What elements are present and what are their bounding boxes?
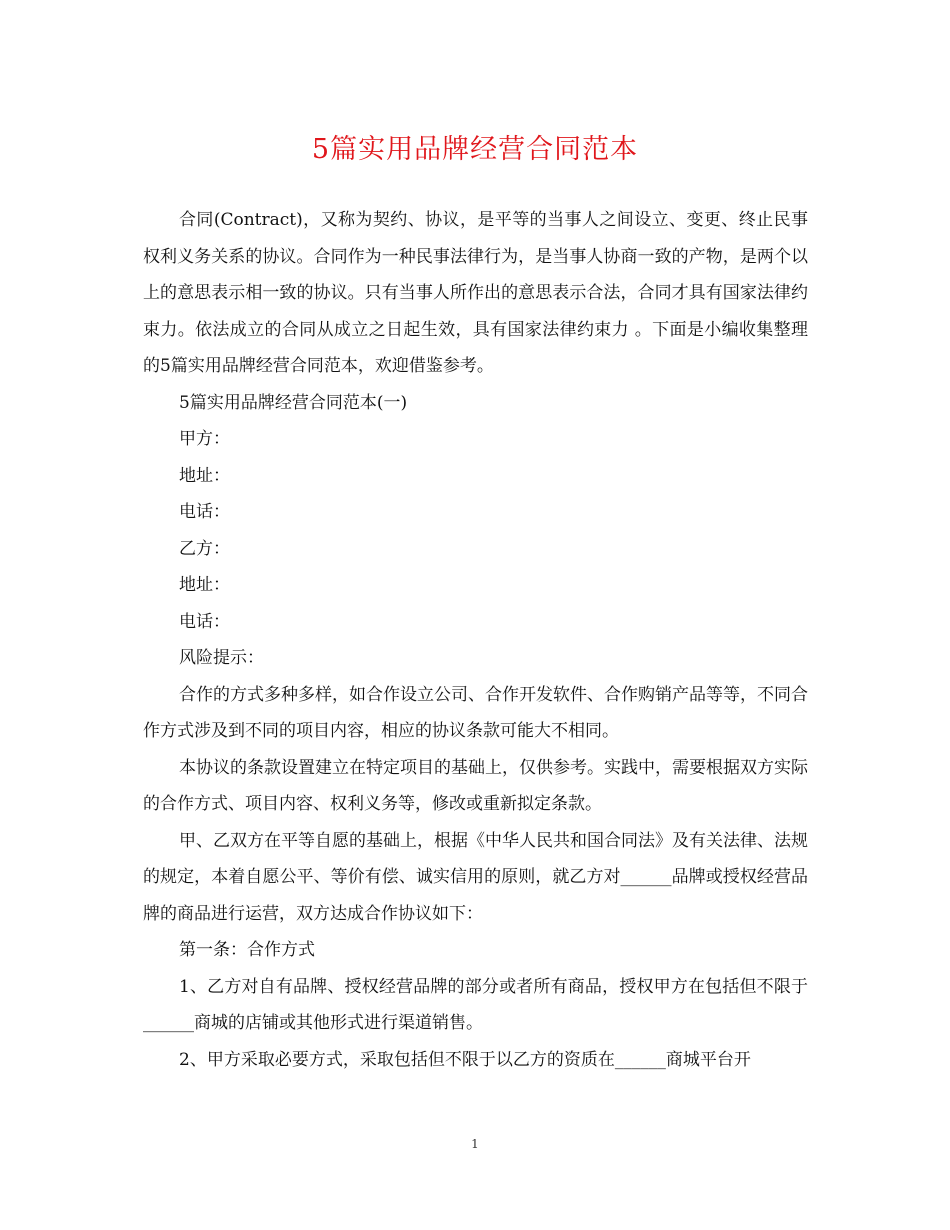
party-b-address-label: 地址： <box>179 575 230 595</box>
party-a-phone-label: 电话： <box>179 502 230 522</box>
risk-notice-paragraph: 合作的方式多种多样，如合作设立公司、合作开发软件、合作购销产品等等，不同合作方式涉及到不同的项目内容，相应的协议条款可能大不相同。 <box>143 684 808 741</box>
party-a-address-label: 地址： <box>179 465 230 486</box>
agreement-preamble: 甲、乙双方在平等自愿的基础上，根据《中华人民共和国合同法》及有关法律、法规的规定，本着自愿公平、等价有偿、诚实信用的原则，就乙方对______品牌或授权经营品牌的商品进行运营，双方达成合作协议如下： <box>143 830 808 924</box>
article-clause: 1、乙方对自有品牌、授权经营品牌的部分或者所有商品，授权甲方在包括但不限于______商城的店铺或其他形式进行渠道销售。 <box>143 976 808 1033</box>
risk-notice-heading: 风险提示： <box>179 648 264 668</box>
risk-notice-paragraph: 本协议的条款设置建立在特定项目的基础上，仅供参考。实践中，需要根据双方实际的合作方式、项目内容、权利义务等，修改或重新拟定条款。 <box>143 757 808 814</box>
party-a-label: 甲方： <box>179 429 230 449</box>
section-heading: 5篇实用品牌经营合同范本(一) <box>179 392 408 413</box>
intro-paragraph: 合同(Contract)，又称为契约、协议，是平等的当事人之间设立、变更、终止民事权利义务关系的协议。合同作为一种民事法律行为，是当事人协商一致的产物，是两个以上的意思表示相一致的协议。只有当事人所作出的意思表示合法，合同才具有国家法律约束力。依法成立的合同从成立之日起生效，具有国家法律约束力 。下面是小编收集整理的5篇实用品牌经营合同范本，欢迎借鉴参考。 <box>143 210 808 376</box>
article-heading: 第一条：合作方式 <box>179 940 315 960</box>
page-number: 1 <box>471 1137 479 1151</box>
party-b-phone-label: 电话： <box>179 611 230 632</box>
party-b-label: 乙方： <box>179 538 230 559</box>
document-body <box>143 202 808 1078</box>
article-clause: 2、甲方采取必要方式，采取包括但不限于以乙方的资质在______商城平台开 <box>179 1049 751 1070</box>
page-title: 5篇实用品牌经营合同范本 <box>311 134 639 165</box>
